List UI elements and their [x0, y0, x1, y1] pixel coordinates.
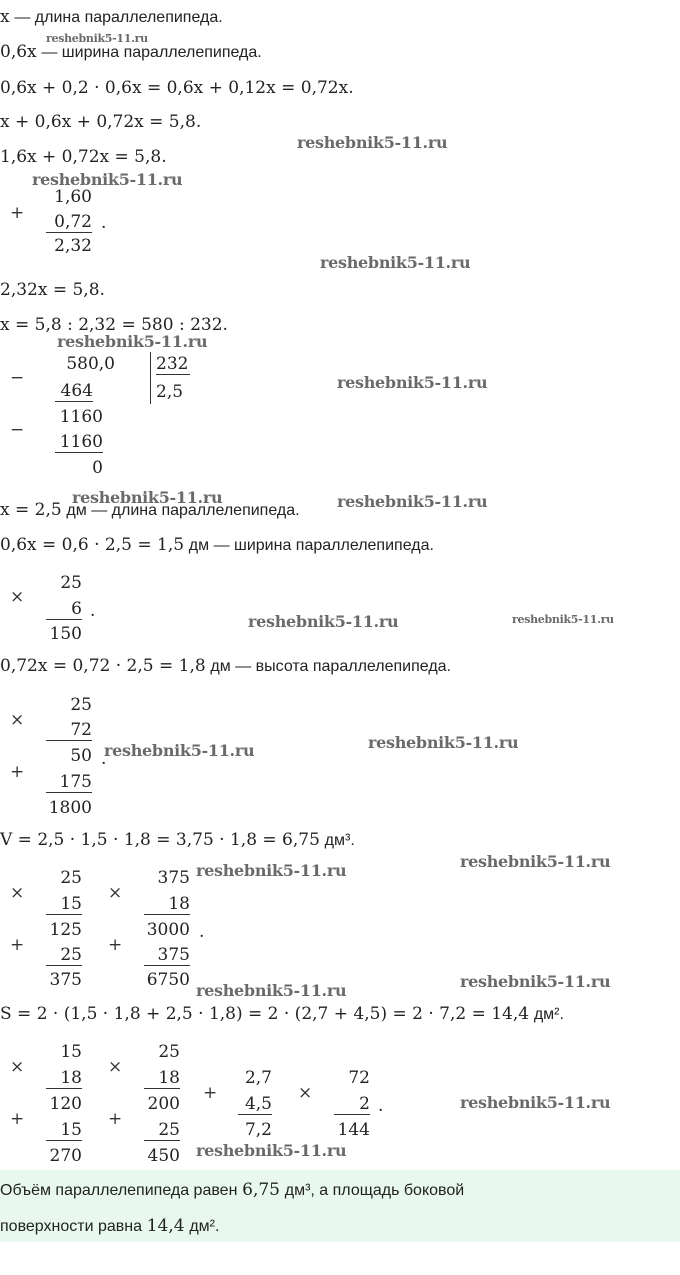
add-result: 2,32 [54, 236, 92, 256]
times-sign: × [298, 1083, 313, 1103]
division-bar [150, 352, 151, 404]
mul-operand-b: 6 [46, 599, 82, 620]
watermark-logo: reshebnik5-11.ru [196, 981, 347, 1000]
mul-result: 1800 [48, 798, 92, 818]
mul-operand-b: 18 [144, 1068, 180, 1089]
answer-line-2 [0, 1216, 219, 1236]
mul-operand-b: 18 [144, 894, 190, 915]
watermark-logo: reshebnik5-11.ru [196, 1141, 347, 1160]
quotient: 2,5 [156, 382, 184, 402]
text-area-unit: дм². [533, 1006, 564, 1023]
plus-sign: + [10, 1109, 25, 1129]
plus-sign: + [108, 1109, 123, 1129]
math-volume: V = 2,5 · 1,5 · 1,8 = 3,75 · 1,8 = 6,75 [0, 830, 320, 850]
mul-result: 144 [337, 1120, 370, 1140]
line-equation: x + 0,6x + 0,72x = 5,8. [0, 112, 202, 132]
text-width-dm: дм — ширина параллелепипеда. [188, 537, 434, 554]
subtrahend-1: 464 [55, 381, 93, 402]
plus-sign: + [10, 203, 25, 223]
watermark-logo: reshebnik5-11.ru [460, 1093, 611, 1112]
times-sign: × [10, 1057, 25, 1077]
times-sign: × [10, 587, 25, 607]
divisor: 232 [156, 354, 189, 374]
partial-product-1: 125 [49, 920, 82, 940]
watermark-logo: reshebnik5-11.ru [460, 852, 611, 871]
add-result: 7,2 [244, 1120, 272, 1140]
answer-text: дм². [189, 1218, 220, 1235]
watermark-logo: reshebnik5-11.ru [32, 170, 183, 189]
math-x-value: x = 2,5 [0, 500, 62, 520]
math-06x: 0,6x [0, 42, 37, 62]
mul-result: 6750 [146, 970, 190, 990]
answer-text: поверхности равна [0, 1218, 142, 1235]
partial-product-2: 25 [46, 945, 82, 966]
plus-sign: + [10, 935, 25, 955]
subtrahend-2: 1160 [55, 432, 103, 453]
watermark-logo: reshebnik5-11.ru [368, 733, 519, 752]
mul-operand-a: 375 [157, 868, 190, 888]
partial-product-1: 3000 [146, 920, 190, 940]
add-operand-a: 1,60 [54, 187, 92, 207]
watermark-logo: reshebnik5-11.ru [104, 741, 255, 760]
times-sign: × [108, 883, 123, 903]
mul-operand-a: 25 [60, 868, 82, 888]
minus-sign: − [10, 368, 25, 388]
line-height-calc: 0,6x + 0,2 · 0,6x = 0,6x + 0,12x = 0,72x. [0, 78, 354, 98]
line-width-result [0, 535, 434, 556]
mul-result: 375 [49, 970, 82, 990]
watermark-logo: reshebnik5-11.ru [297, 133, 448, 152]
math-x: x [0, 7, 10, 27]
partial-product-2: 175 [46, 772, 92, 793]
text-length-dm: дм — длина параллелепипеда. [66, 502, 300, 519]
watermark-logo: reshebnik5-11.ru [46, 32, 148, 45]
period: . [199, 922, 205, 942]
line-equation-2: 1,6x + 0,72x = 5,8. [0, 147, 167, 167]
watermark-logo: reshebnik5-11.ru [248, 612, 399, 631]
partial-product-1: 50 [70, 746, 92, 766]
line-height-result [0, 656, 451, 677]
line-simplified: 2,32x = 5,8. [0, 280, 105, 300]
dividend: 580,0 [66, 354, 115, 374]
math-area: S = 2 · (1,5 · 1,8 + 2,5 · 1,8) = 2 · (2,7 + 4,5) = 2 · 7,2 = 14,4 [0, 1004, 530, 1024]
plus-sign: + [10, 762, 25, 782]
partial-product-1: 120 [49, 1094, 82, 1114]
mul-operand-a: 72 [348, 1068, 370, 1088]
times-sign: × [108, 1057, 123, 1077]
mul-result: 150 [49, 624, 82, 644]
watermark-logo: reshebnik5-11.ru [512, 613, 614, 626]
mul-operand-b: 72 [46, 720, 92, 741]
add-operand-b: 0,72 [46, 212, 92, 233]
answer-line-1 [0, 1180, 464, 1200]
line-area [0, 1004, 564, 1025]
period: . [101, 749, 107, 769]
math-width-value: 0,6x = 0,6 · 2,5 = 1,5 [0, 535, 185, 555]
watermark-logo: reshebnik5-11.ru [460, 972, 611, 991]
remainder-final: 0 [92, 458, 103, 478]
partial-product-2: 375 [144, 945, 190, 966]
line-solve: x = 5,8 : 2,32 = 580 : 232. [0, 315, 228, 335]
mul-operand-a: 25 [60, 573, 82, 593]
watermark-logo: reshebnik5-11.ru [320, 253, 471, 272]
period: . [90, 601, 96, 621]
watermark-logo: reshebnik5-11.ru [196, 861, 347, 880]
line-length-def [0, 7, 223, 28]
plus-sign: + [203, 1083, 218, 1103]
mul-operand-a: 15 [60, 1042, 82, 1062]
text-width: — ширина параллелепипеда. [41, 44, 262, 61]
text-volume-unit: дм³. [324, 832, 355, 849]
watermark-logo: reshebnik5-11.ru [72, 488, 223, 507]
period: . [101, 213, 107, 233]
mul-result: 450 [147, 1146, 180, 1166]
math-height-value: 0,72x = 0,72 · 2,5 = 1,8 [0, 656, 206, 676]
mul-result: 270 [49, 1146, 82, 1166]
mul-operand-a: 25 [70, 695, 92, 715]
answer-area-value: 14,4 [146, 1216, 185, 1236]
times-sign: × [10, 883, 25, 903]
add-operand-b: 4,5 [238, 1094, 272, 1115]
mul-operand-b: 2 [334, 1094, 370, 1115]
answer-text: Объём параллелепипеда равен [0, 1182, 238, 1199]
line-width-def [0, 42, 262, 63]
text-height-dm: дм — высота параллелепипеда. [210, 658, 451, 675]
answer-volume-value: 6,75 [242, 1180, 280, 1200]
times-sign: × [10, 710, 25, 730]
mul-operand-a: 25 [158, 1042, 180, 1062]
mul-operand-b: 18 [46, 1068, 82, 1089]
answer-box [0, 1170, 680, 1242]
period: . [378, 1096, 384, 1116]
partial-product-1: 200 [147, 1094, 180, 1114]
watermark-logo: reshebnik5-11.ru [337, 492, 488, 511]
watermark-logo: reshebnik5-11.ru [337, 373, 488, 392]
watermark-logo: reshebnik5-11.ru [57, 332, 208, 351]
add-operand-a: 2,7 [244, 1068, 272, 1088]
partial-product-2: 25 [144, 1120, 180, 1141]
partial-product-2: 15 [46, 1120, 82, 1141]
text-length: — длина параллелепипеда. [14, 9, 223, 26]
answer-text: дм³, а площадь боковой [284, 1182, 465, 1199]
line-volume [0, 830, 355, 851]
minus-sign: − [10, 420, 25, 440]
plus-sign: + [108, 935, 123, 955]
mul-operand-b: 15 [46, 894, 82, 915]
remainder-1: 1160 [59, 407, 103, 427]
